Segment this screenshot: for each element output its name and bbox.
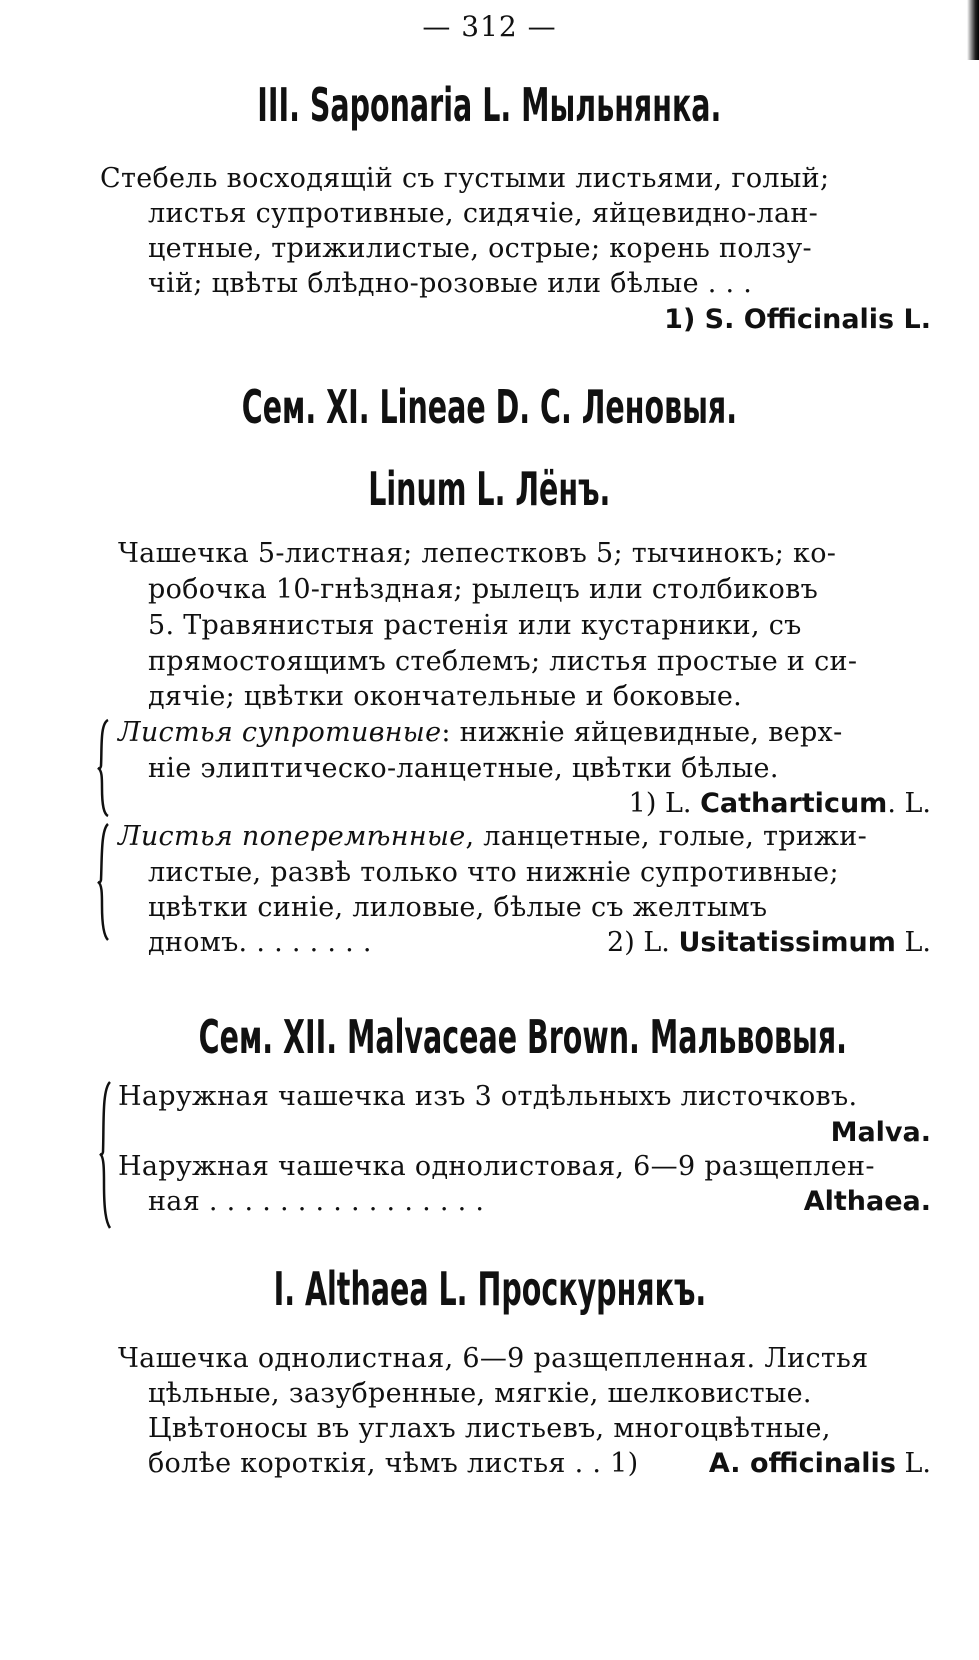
- linum-desc-line-1: Чашечка 5-листная; лепестковъ 5; тычинокъ; ко-: [118, 538, 837, 569]
- saponaria-line-3: цетные, трижилистые, острые; корень ползу-: [148, 233, 812, 264]
- saponaria-line-2: листья супротивные, сидячіе, яйцевидно-лан-: [148, 198, 819, 229]
- linum-desc-line-5: дячіе; цвѣтки окончательные и боковые.: [148, 681, 743, 712]
- linum-key-b-italic: Листья поперемѣнные: [118, 821, 466, 852]
- species-saponaria-officinalis: 1) S. Officinalis L.: [664, 304, 931, 335]
- key-brace-malvaceae: [98, 1080, 114, 1230]
- althaea-line-4: болѣе короткія, чѣмъ листья . . 1): [148, 1448, 639, 1479]
- linum-key-b-line-4: дномъ. . . . . . . .: [148, 927, 372, 958]
- malvaceae-key-a: Наружная чашечка изъ 3 отдѣльныхъ листочковъ.: [118, 1081, 858, 1112]
- althaea-line-1: Чашечка однолистная, 6—9 разщепленная. Листья: [118, 1343, 869, 1374]
- family-heading-lineae: Сем. XI. Lineae D. C. Леновыя.: [241, 380, 738, 434]
- species-linum-usitatissimum: 2) L. Usitatissimum L.: [607, 927, 931, 958]
- genus-heading-linum: Linum L. Лёнъ.: [368, 462, 611, 516]
- linum-key-b-line-1: Листья поперемѣнные, ланцетные, голые, трижи-: [118, 821, 868, 852]
- althaea-line-3: Цвѣтоносы въ углахъ листьевъ, многоцвѣтные,: [148, 1413, 831, 1444]
- saponaria-line-4: чій; цвѣты блѣдно-розовые или бѣлые . . .: [148, 268, 753, 299]
- linum-desc-line-3: 5. Травянистыя растенія или кустарники, съ: [148, 610, 802, 641]
- genus-althaea: Althaea.: [803, 1186, 931, 1217]
- genus-heading-saponaria: III. Saponaria L. Мыльнянка.: [257, 78, 722, 132]
- malvaceae-key-b-line-2: ная . . . . . . . . . . . . . . . .: [148, 1186, 485, 1217]
- saponaria-line-1: Стебель восходящій съ густыми листьями, голый;: [100, 163, 830, 194]
- family-heading-malvaceae: Сем. XII. Malvaceae Brown. Мальвовыя.: [198, 1010, 847, 1064]
- linum-key-b-line-3: цвѣтки синіе, лиловые, бѣлые съ желтымъ: [148, 892, 768, 923]
- althaea-line-2: цѣльные, зазубренные, мягкіе, шелковистые.: [148, 1378, 812, 1409]
- linum-desc-line-4: прямостоящимъ стеблемъ; листья простые и си-: [148, 646, 858, 677]
- page-number: — 312 —: [422, 10, 557, 43]
- linum-desc-line-2: робочка 10-гнѣздная; рылецъ или столбиковъ: [148, 574, 819, 605]
- genus-heading-althaea: I. Althaea L. Проскурнякъ.: [273, 1262, 706, 1316]
- key-brace-linum-b: [96, 822, 112, 942]
- key-brace-linum-a: [96, 718, 112, 818]
- linum-key-a-italic: Листья супротивные: [118, 717, 442, 748]
- malvaceae-key-b-line-1: Наружная чашечка однолистовая, 6—9 разщеплен-: [118, 1151, 875, 1182]
- genus-malva: Malva.: [830, 1117, 931, 1148]
- linum-key-b-line-2: листые, развѣ только что нижніе супротивные;: [148, 857, 839, 888]
- linum-key-a-line-1: Листья супротивные: нижніе яйцевидные, верх-: [118, 717, 843, 748]
- species-althaea-officinalis: A. officinalis L.: [708, 1448, 931, 1479]
- species-linum-catharticum: 1) L. Catharticum. L.: [628, 788, 931, 819]
- linum-key-a-line-2: ніе элиптическо-ланцетные, цвѣтки бѣлые.: [148, 753, 779, 784]
